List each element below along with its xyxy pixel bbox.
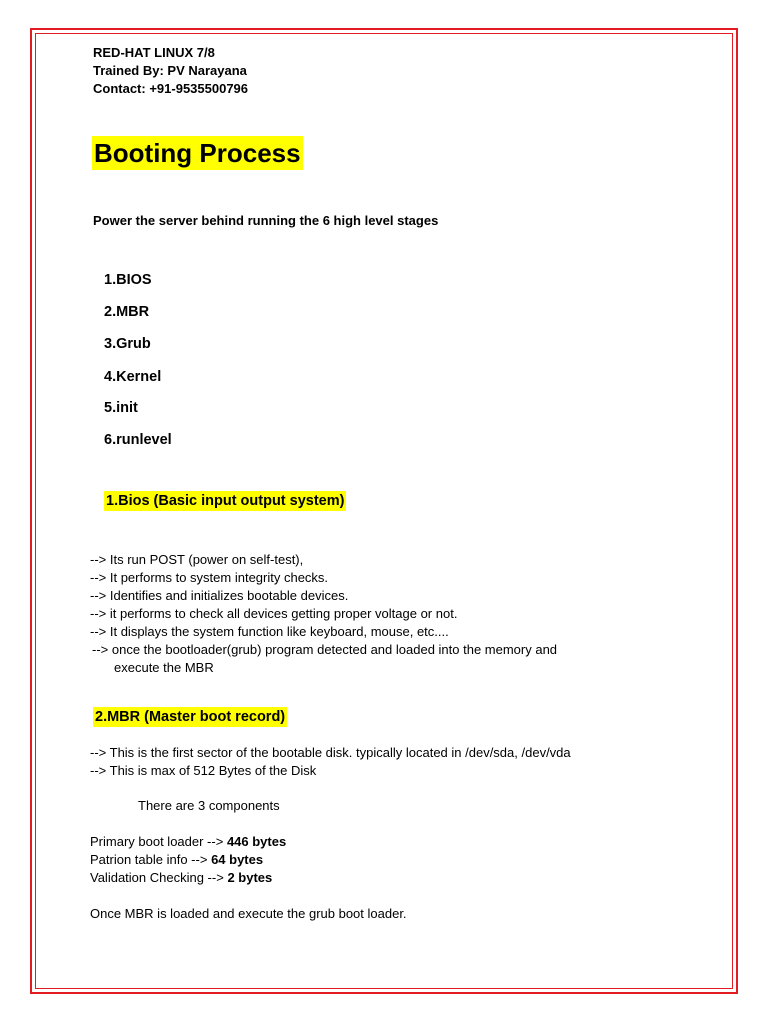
- stage-item: 4.Kernel: [104, 369, 162, 385]
- mbr-closing: Once MBR is loaded and execute the grub boot loader.: [90, 906, 407, 921]
- component-row: [90, 870, 272, 885]
- component-value: 64 bytes: [211, 852, 264, 867]
- bios-line: --> It displays the system function like keyboard, mouse, etc....: [90, 624, 449, 639]
- stage-item: 3.Grub: [104, 336, 151, 352]
- stage-item: 1.BIOS: [104, 272, 152, 288]
- bios-line: --> Its run POST (power on self-test),: [90, 552, 304, 567]
- components-intro: There are 3 components: [138, 798, 280, 813]
- stage-item: 2.MBR: [104, 304, 150, 320]
- bios-line: --> Identifies and initializes bootable devices.: [90, 588, 349, 603]
- intro-text: Power the server behind running the 6 high level stages: [93, 213, 439, 228]
- mbr-line: --> This is max of 512 Bytes of the Disk: [90, 763, 317, 778]
- stage-item: 6.runlevel: [104, 432, 172, 448]
- component-row: [90, 834, 286, 849]
- bios-line: --> it performs to check all devices getting proper voltage or not.: [90, 606, 458, 621]
- component-label: Validation Checking -->: [90, 870, 224, 885]
- header-trainer: Trained By: PV Narayana: [93, 63, 247, 78]
- page-title: Booting Process: [94, 138, 301, 168]
- component-row: [90, 852, 263, 867]
- mbr-line: --> This is the first sector of the bootable disk. typically located in /dev/sda, /dev/vda: [90, 745, 571, 760]
- bios-line: execute the MBR: [114, 660, 214, 675]
- header-course: RED-HAT LINUX 7/8: [93, 45, 215, 60]
- bios-line: --> It performs to system integrity checks.: [90, 570, 329, 585]
- bios-line: --> once the bootloader(grub) program detected and loaded into the memory and: [92, 642, 558, 657]
- component-label: Patrion table info -->: [90, 852, 208, 867]
- component-value: 446 bytes: [226, 834, 287, 849]
- component-value: 2 bytes: [227, 870, 273, 885]
- mbr-heading: 2.MBR (Master boot record): [95, 709, 286, 725]
- bios-heading: 1.Bios (Basic input output system): [106, 493, 345, 509]
- header-contact: Contact: +91-9535500796: [93, 81, 249, 96]
- stage-item: 5.init: [104, 400, 138, 416]
- component-label: Primary boot loader -->: [90, 834, 224, 849]
